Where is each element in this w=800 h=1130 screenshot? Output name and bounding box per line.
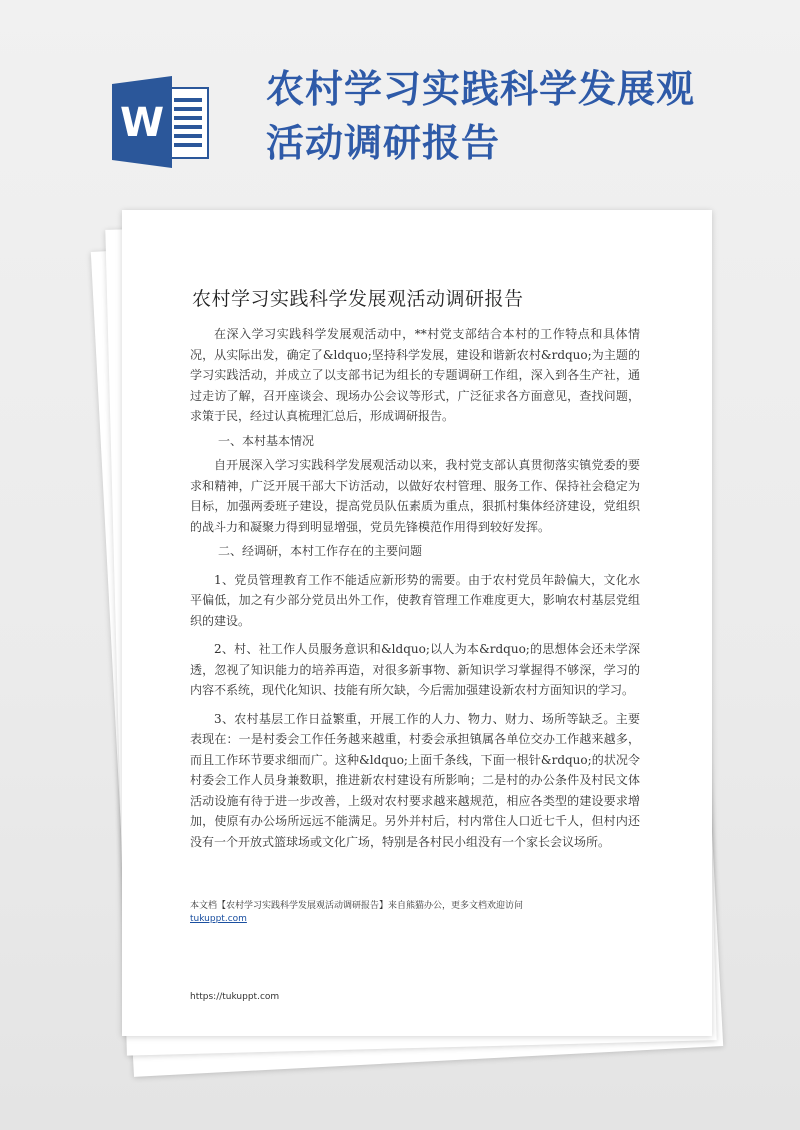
paragraph: 在深入学习实践科学发展观活动中，**村党支部结合本村的工作特点和具体情况，从实际出发，确定了&ldquo;坚持科学发展，建设和谐新农村&rdquo;为主题的学习实践活动，并成立了以支部书记为组长的专题调研工作组，深入到各生产社，通过走访了解，召开座谈会、现场办公会议等形式，广泛征求各方面意见，查找问题，求策于民，经过认真梳理汇总后，形成调研报告。	[190, 327, 640, 423]
document-body	[190, 324, 640, 852]
section-heading: 一、本村基本情况	[218, 433, 315, 448]
paragraph: 3、农村基层工作日益繁重，开展工作的人力、物力、财力、场所等缺乏。主要表现在：一是村委会工作任务越来越重，村委会承担镇属各单位交办工作越来越多，而且工作环节要求细而广。这种&ldquo;上面千条线，下面一根针&rdquo;的状况令村委会工作人员身兼数职，推进新农村建设有所影响；二是村的办公条件及村民文体活动设施有待于进一步改善，上级对农村要求越来越规范，相应各类型的建设要求增加，使原有办公场所远远不能满足。另外并村后，村内常住人口近七千人，但村内还没有一个开放式篮球场或文化广场，特别是各村民小组没有一个家长会议场所。	[190, 711, 640, 849]
word-document-icon	[112, 76, 212, 168]
paragraph: 1、党员管理教育工作不能适应新形势的需要。由于农村党员年龄偏大，文化水平偏低，加之有少部分党员出外工作，使教育管理工作难度更大，影响农村基层党组织的建设。	[190, 572, 640, 628]
banner-title: 农村学习实践科学发展观活动调研报告	[266, 67, 696, 165]
paragraph: 自开展深入学习实践科学发展观活动以来，我村党支部认真贯彻落实镇党委的要求和精神，广泛开展干部大下访活动，以做好农村管理、服务工作、保持社会稳定为目标，加强两委班子建设，提高党员队伍素质为重点，狠抓村集体经济建设，党组织的战斗力和凝聚力得到明显增强，党员先锋模范作用得到较好发挥。	[190, 458, 640, 534]
bottom-url: https://tukuppt.com	[190, 992, 280, 1002]
document-page	[122, 210, 712, 1036]
section-heading: 二、经调研，本村工作存在的主要问题	[218, 544, 423, 558]
source-note	[190, 900, 660, 926]
document-title: 农村学习实践科学发展观活动调研报告	[192, 288, 524, 310]
paragraph: 2、村、社工作人员服务意识和&ldquo;以人为本&rdquo;的思想体会还未学深透，忽视了知识能力的培养再造，对很多新事物、新知识学习掌握得不够深，学习的内容不系统，现代化知识、技能有所欠缺，今后需加强建设新农村方面知识的学习。	[190, 642, 640, 697]
source-link[interactable]: tukuppt.com	[190, 914, 247, 924]
source-note-text: 本文档【农村学习实践科学发展观活动调研报告】来自熊猫办公，更多文档欢迎访问	[190, 901, 524, 911]
word-logo-letter: W	[120, 100, 165, 146]
